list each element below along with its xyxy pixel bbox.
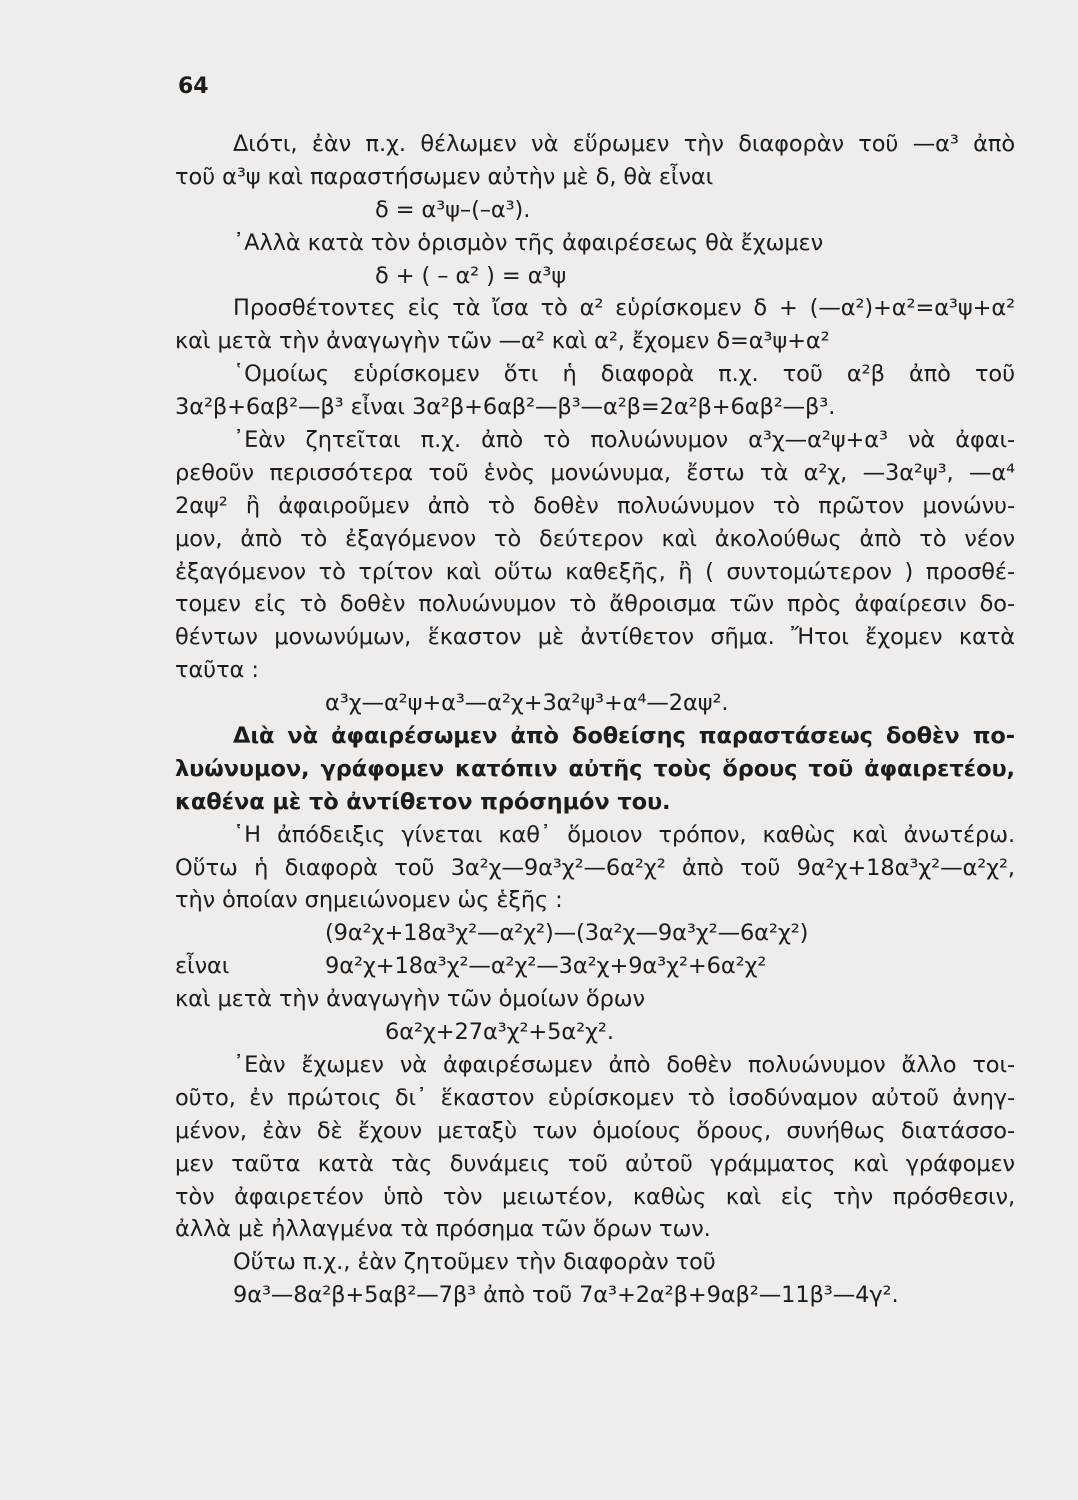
text-line: τοῦ α³ψ καὶ παραστήσωμεν αὐτὴν μὲ δ, θὰ εἶναι	[175, 163, 714, 190]
text-line: καὶ μετὰ τὴν ἀναγωγὴν τῶν ὁμοίων ὅρων	[175, 986, 645, 1013]
text-line: μένον, ἐὰν δὲ ἔχουν μεταξὺ των ὁμοίους ὅρους, συνήθως διατάσσο-	[175, 1117, 1015, 1144]
text-line: Οὕτω π.χ., ἐὰν ζητοῦμεν τὴν διαφορὰν τοῦ	[233, 1249, 716, 1276]
text-line: τὴν ὁποίαν σημειώνομεν ὡς ἑξῆς :	[175, 887, 563, 914]
text-line: καθένα μὲ τὸ ἀντίθετον πρόσημόν του.	[175, 788, 671, 815]
text-line: μον, ἀπὸ τὸ ἐξαγόμενον τὸ δεύτερον καὶ ἀκολούθως ἀπὸ τὸ νέον	[175, 525, 1015, 552]
text-line: ρεθοῦν περισσότερα τοῦ ἑνὸς μονώνυμα, ἔστω τὰ α²χ, —3α²ψ³, —α⁴	[175, 459, 1015, 486]
line-text: 9α²χ+18α³χ²—α²χ²—3α²χ+9α³χ²+6α²χ²	[325, 953, 767, 980]
line-label: εἶναι	[175, 953, 230, 980]
page-number: 64	[178, 74, 209, 99]
text-line: (9α²χ+18α³χ²—α²χ²)—(3α²χ—9α³χ²—6α²χ²)	[325, 920, 809, 947]
text-line: α³χ—α²ψ+α³—α²χ+3α²ψ³+α⁴—2αψ².	[325, 690, 729, 717]
text-line: ᾿Αλλὰ κατὰ τὸν ὁρισμὸν τῆς ἀφαιρέσεως θὰ ἔχωμεν	[233, 229, 824, 256]
text-line: ταῦτα :	[175, 657, 259, 684]
text-line: ῾Ομοίως εὑρίσκομεν ὅτι ἡ διαφορὰ π.χ. τοῦ α²β ἀπὸ τοῦ	[233, 361, 1015, 388]
text-line: δ + ( – α² ) = α³ψ	[375, 262, 567, 289]
text-line	[175, 950, 1015, 983]
text-line: Οὕτω ἡ διαφορὰ τοῦ 3α²χ—9α³χ²—6α²χ² ἀπὸ τοῦ 9α²χ+18α³χ²—α²χ²,	[175, 854, 1015, 881]
text-line: Προσθέτοντες εἰς τὰ ἴσα τὸ α² εὑρίσκομεν δ + (—α²)+α²=α³ψ+α²	[233, 295, 1015, 322]
text-line: οῦτο, ἐν πρώτοις δι᾿ ἕκαστον εὑρίσκομεν τὸ ἰσοδύναμον αὐτοῦ ἀνηγ-	[175, 1084, 1015, 1111]
text-line: ῾Η ἀπόδειξις γίνεται καθ᾿ ὅμοιον τρόπον, καθὼς καὶ ἀνωτέρω.	[233, 821, 1015, 848]
text-line: τομεν εἰς τὸ δοθὲν πολυώνυμον τὸ ἄθροισμα τῶν πρὸς ἀφαίρεσιν δο-	[175, 591, 1015, 618]
text-line: Διότι, ἐὰν π.χ. θέλωμεν νὰ εὕρωμεν τὴν διαφορὰν τοῦ —α³ ἀπὸ	[233, 131, 1015, 157]
text-line: λυώνυμον, γράφομεν κατόπιν αὐτῆς τοὺς ὅρους τοῦ ἀφαιρετέου,	[175, 755, 1015, 782]
text-line: 2αψ² ἢ ἀφαιροῦμεν ἀπὸ τὸ δοθὲν πολυώνυμον τὸ πρῶτον μονώνυ-	[175, 492, 1015, 519]
text-line: 9α³—8α²β+5αβ²—7β³ ἀπὸ τοῦ 7α³+2α²β+9αβ²—11β³—4γ².	[233, 1282, 899, 1309]
text-line: ᾿Εὰν ζητεῖται π.χ. ἀπὸ τὸ πολυώνυμον α³χ—α²ψ+α³ νὰ ἀφαι-	[233, 427, 1015, 454]
text-line: ἀλλὰ μὲ ἠλλαγμένα τὰ πρόσημα τῶν ὅρων των.	[175, 1216, 711, 1243]
text-line: καὶ μετὰ τὴν ἀναγωγὴν τῶν —α² καὶ α², ἔχομεν δ=α³ψ+α²	[175, 328, 830, 355]
text-line: τὸν ἀφαιρετέον ὑπὸ τὸν μειωτέον, καθὼς καὶ εἰς τὴν πρόσθεσιν,	[175, 1183, 1015, 1210]
text-line: μεν ταῦτα κατὰ τὰς δυνάμεις τοῦ αὐτοῦ γράμματος καὶ γράφομεν	[175, 1150, 1015, 1177]
text-line: 3α²β+6αβ²—β³ εἶναι 3α²β+6αβ²—β³—α²β=2α²β+6αβ²—β³.	[175, 394, 836, 421]
text-line: δ = α³ψ–(–α³).	[375, 196, 531, 223]
text-line: Διὰ νὰ ἀφαιρέσωμεν ἀπὸ δοθείσης παραστάσεως δοθὲν πο-	[233, 723, 1015, 750]
text-line: ἐξαγόμενον τὸ τρίτον καὶ οὕτω καθεξῆς, ἢ ( συντομώτερον ) προσθέ-	[175, 558, 1015, 585]
body-text	[175, 128, 1015, 1312]
text-line: 6α²χ+27α³χ²+5α²χ².	[385, 1019, 614, 1046]
text-line: ᾿Εὰν ἔχωμεν νὰ ἀφαιρέσωμεν ἀπὸ δοθὲν πολυώνυμον ἄλλο τοι-	[233, 1051, 1015, 1078]
text-line: θέντων μονωνύμων, ἕκαστον μὲ ἀντίθετον σῆμα. Ἤτοι ἔχομεν κατὰ	[175, 624, 1015, 651]
